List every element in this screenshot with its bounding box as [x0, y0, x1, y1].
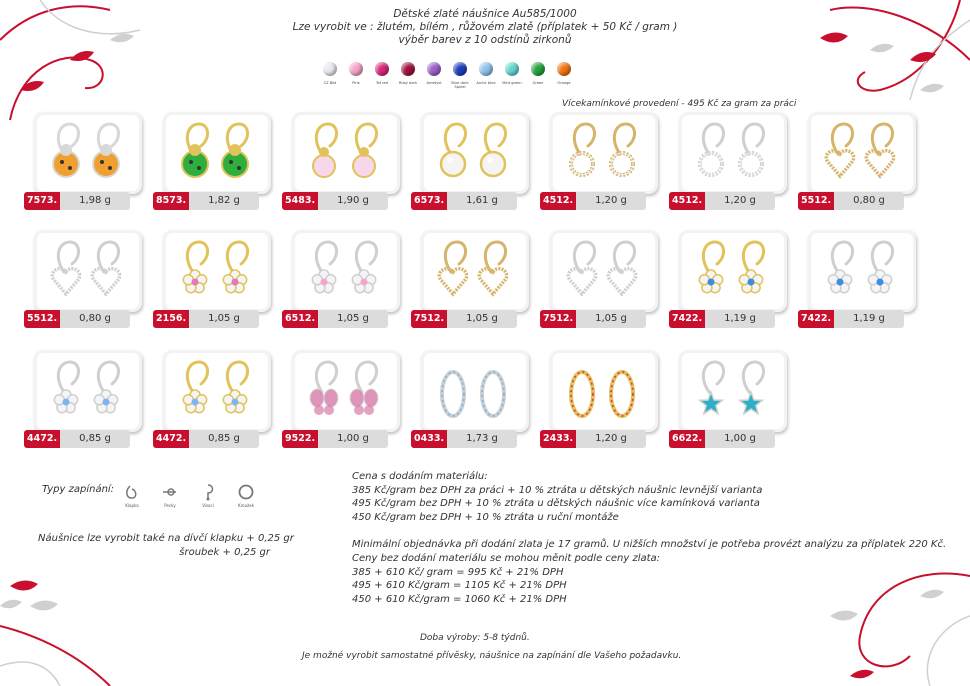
product-weight: 1,20 g: [576, 192, 646, 210]
lever-back-clasp-icon: [122, 483, 142, 501]
gem-icon: [349, 62, 363, 76]
clasp-type-label: Kroužek: [237, 503, 255, 508]
zircon-swatch-label: Tof red: [375, 81, 389, 85]
product-code: 2156.: [153, 310, 189, 328]
stud-clasp-icon: [160, 483, 180, 501]
hoop-clasp-icon: [236, 483, 256, 501]
product-code: 7422.: [798, 310, 834, 328]
zircon-swatch-label: Arctic blue: [476, 81, 496, 85]
zircon-swatch: [448, 62, 472, 89]
product-code: 7422.: [669, 310, 705, 328]
header: [240, 8, 730, 47]
pearl-earring-icon: [429, 120, 521, 184]
clasp-type: [234, 483, 258, 508]
product-code: 7512.: [411, 310, 447, 328]
product-weight: 1,20 g: [705, 192, 775, 210]
product-card: [153, 112, 271, 210]
pricing-line: 450 Kč/gram bez DPH + 10 % ztráta u ruční montáže: [352, 511, 619, 523]
product-code: 7573.: [24, 192, 60, 210]
multi-stone-note: Vícekamínkové provedení - 495 Kč za gram za práci: [562, 99, 797, 109]
product-code: 4472.: [24, 430, 60, 448]
header-title: Dětské zlaté náušnice Au585/1000: [393, 8, 577, 20]
header-subtitle: Lze vyrobit ve : žlutém, bílém , růžovém zlatě (příplatek + 50 Kč / gram ): [292, 21, 678, 33]
pricing: [352, 470, 946, 606]
no-material-line: 495 + 610 Kč/gram = 1105 Kč + 21% DPH: [352, 580, 567, 592]
product-weight: 1,20 g: [576, 430, 646, 448]
product-card: [540, 112, 658, 210]
product-weight: 0,80 g: [834, 192, 904, 210]
product-code: 0433.: [411, 430, 447, 448]
butterfly-earring-icon: [300, 358, 392, 422]
product-code: 6622.: [669, 430, 705, 448]
product-weight: 0,85 g: [60, 430, 130, 448]
production-time: Doba výroby: 5-8 týdnů.: [420, 633, 530, 643]
heart-earring-icon: [558, 238, 650, 302]
clasp-type-label: Pecky: [164, 503, 176, 508]
product-card: [153, 350, 271, 448]
pricing-title: Cena s dodáním materiálu:: [352, 471, 488, 482]
zircon-swatch-label: Blue dark Spinel: [451, 81, 469, 89]
flower-earring-icon: [42, 358, 134, 422]
product-weight: 1,73 g: [447, 430, 517, 448]
product-card: [411, 112, 529, 210]
heart-earring-icon: [429, 238, 521, 302]
clasp-type: [196, 483, 220, 508]
product-card: [540, 230, 658, 328]
product-card: [669, 230, 787, 328]
zircon-swatch: [396, 62, 420, 89]
heart-earring-icon: [816, 120, 908, 184]
pricing-line: 495 Kč/gram bez DPH + 10 % ztráta u dětských náušnic více kamínková varianta: [352, 498, 760, 510]
product-card: [282, 230, 400, 328]
extra-options: [38, 532, 294, 560]
hoop-earring-icon: [558, 358, 650, 422]
zircon-swatch: [370, 62, 394, 89]
star-earring-icon: [687, 358, 779, 422]
product-card: [540, 350, 658, 448]
clasp-type-label: Klapka: [125, 503, 139, 508]
product-code: 8573.: [153, 192, 189, 210]
zircon-swatch: [474, 62, 498, 89]
ring-stones-earring-icon: [558, 120, 650, 184]
decorative-swirl-top-left: [0, 0, 160, 130]
zircon-swatch: [552, 62, 576, 89]
gem-icon: [505, 62, 519, 76]
product-weight: 1,00 g: [705, 430, 775, 448]
product-code: 5512.: [24, 310, 60, 328]
header-colors-note: výběr barev z 10 odstínů zirkonů: [398, 34, 572, 46]
flower-earring-icon: [300, 238, 392, 302]
gem-icon: [375, 62, 389, 76]
ladybug-earring-icon: [42, 120, 134, 184]
clasp-type-label: Visací: [202, 503, 214, 508]
product-weight: 1,05 g: [318, 310, 388, 328]
product-card: [411, 350, 529, 448]
gem-icon: [323, 62, 337, 76]
product-weight: 1,98 g: [60, 192, 130, 210]
no-material-line: 385 + 610 Kč/ gram = 995 Kč + 21% DPH: [352, 566, 564, 578]
flower-earring-icon: [171, 358, 263, 422]
decorative-swirl-bottom-left: [0, 556, 160, 686]
zircon-swatch: [422, 62, 446, 89]
zircon-swatch-label: CZ Bílá: [323, 81, 337, 85]
hoop-earring-icon: [429, 358, 521, 422]
decorative-swirl-top-right: [810, 0, 970, 130]
min-order-note: Minimální objednávka při dodání zlata je 17 gramů. U nižších množství je potřeba provézt analýzu za příplatek 220 Kč.: [352, 539, 947, 551]
zircon-swatch-label: Green: [532, 81, 544, 85]
product-grid: [24, 112, 885, 462]
product-code: 7512.: [540, 310, 576, 328]
product-weight: 1,82 g: [189, 192, 259, 210]
clasp-types: [120, 483, 258, 508]
zircon-swatch: [318, 62, 342, 89]
zircon-swatch: [500, 62, 524, 89]
zircon-swatch-label: Pink: [352, 81, 360, 85]
product-card: [282, 350, 400, 448]
product-code: 2433.: [540, 430, 576, 448]
flower-earring-icon: [816, 238, 908, 302]
flower-earring-icon: [687, 238, 779, 302]
ladybug-earring-icon: [171, 120, 263, 184]
product-code: 4512.: [669, 192, 705, 210]
clasp-type: [120, 483, 144, 508]
product-weight: 1,05 g: [189, 310, 259, 328]
clasp-types-label: Typy zapínání:: [42, 484, 115, 495]
gem-icon: [479, 62, 493, 76]
product-weight: 1,19 g: [705, 310, 775, 328]
flower-pearl-earring-icon: [300, 120, 392, 184]
no-material-title: Ceny bez dodání materiálu se mohou měnit podle ceny zlata:: [352, 552, 661, 564]
product-code: 6512.: [282, 310, 318, 328]
product-code: 9522.: [282, 430, 318, 448]
product-card: [24, 112, 142, 210]
extra-line-1: Náušnice lze vyrobit také na dívčí klapku + 0,25 gr: [38, 533, 294, 544]
gem-icon: [401, 62, 415, 76]
product-code: 4512.: [540, 192, 576, 210]
gem-icon: [531, 62, 545, 76]
extra-line-2: šroubek + 0,25 gr: [179, 547, 270, 558]
zircon-swatch: [344, 62, 368, 89]
product-weight: 0,80 g: [60, 310, 130, 328]
product-card: [411, 230, 529, 328]
product-code: 6573.: [411, 192, 447, 210]
gem-icon: [557, 62, 571, 76]
gem-icon: [427, 62, 441, 76]
product-card: [669, 112, 787, 210]
product-card: [669, 350, 787, 448]
product-code: 5512.: [798, 192, 834, 210]
zircon-swatch: [526, 62, 550, 89]
product-card: [24, 350, 142, 448]
product-weight: 0,85 g: [189, 430, 259, 448]
zircon-swatch-label: Ametyst: [426, 81, 442, 85]
product-card: [153, 230, 271, 328]
hook-clasp-icon: [198, 483, 218, 501]
product-card: [282, 112, 400, 210]
product-weight: 1,05 g: [447, 310, 517, 328]
footer-note: Je možné vyrobit samostatné přívěsky, náušnice na zapínání dle Vašeho požadavku.: [302, 651, 682, 661]
product-weight: 1,00 g: [318, 430, 388, 448]
product-code: 5483.: [282, 192, 318, 210]
ring-stones-earring-icon: [687, 120, 779, 184]
product-card: [798, 112, 916, 210]
product-card: [798, 230, 916, 328]
product-weight: 1,05 g: [576, 310, 646, 328]
product-card: [24, 230, 142, 328]
gem-icon: [453, 62, 467, 76]
product-code: 4472.: [153, 430, 189, 448]
flower-earring-icon: [171, 238, 263, 302]
zircon-swatches: [318, 62, 576, 89]
no-material-line: 450 + 610 Kč/gram = 1060 Kč + 21% DPH: [352, 593, 567, 605]
product-weight: 1,61 g: [447, 192, 517, 210]
product-weight: 1,19 g: [834, 310, 904, 328]
product-weight: 1,90 g: [318, 192, 388, 210]
heart-earring-icon: [42, 238, 134, 302]
pricing-line: 385 Kč/gram bez DPH za práci + 10 % ztráta u dětských náušnic levnější varianta: [352, 484, 763, 496]
zircon-swatch-label: Orange: [557, 81, 571, 85]
zircon-swatch-label: Mint green: [502, 81, 522, 85]
clasp-type: [158, 483, 182, 508]
zircon-swatch-label: Ruby dark: [398, 81, 418, 85]
